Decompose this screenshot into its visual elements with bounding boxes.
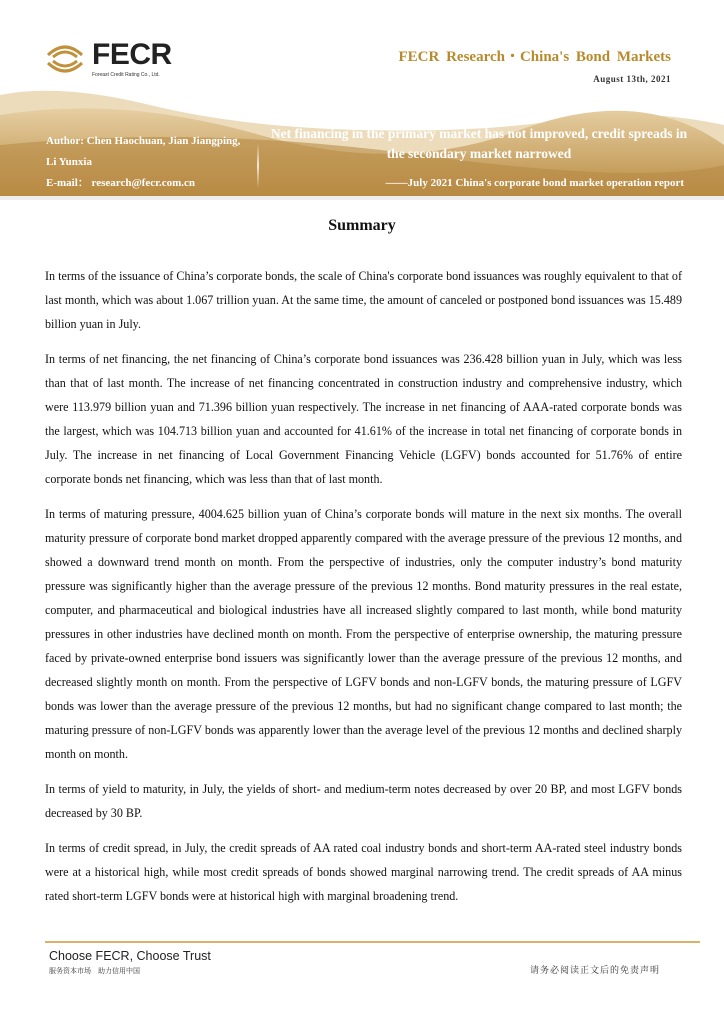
fecr-logo <box>44 38 172 79</box>
report-date: August 13th, 2021 <box>593 74 671 84</box>
author-block <box>46 131 251 194</box>
authors: Author: Chen Haochuan, Jian Jiangping, <box>46 135 241 147</box>
footer-slogan: Choose FECR, Choose Trust <box>49 949 211 963</box>
report-subtitle: ——July 2021 China's corporate bond market operation report <box>385 177 684 189</box>
summary-heading: Summary <box>328 217 396 234</box>
footer-divider <box>45 941 700 943</box>
summary-paragraph: In terms of yield to maturity, in July, the yields of short- and medium-term notes decreased by over 20 BP, and most LGFV bonds decreased by 30 BP. <box>45 782 682 820</box>
footer-slogan-cn: 服务资本市场 助力信用中国 <box>49 967 140 975</box>
logo-wordmark: FECR <box>92 38 172 71</box>
series-title: FECR Research・China's Bond Markets <box>398 49 671 65</box>
banner-bottom-band <box>0 196 724 200</box>
summary-paragraph: In terms of net financing, the net financing of China’s corporate bond issuances was 236.428 billion yuan in July, which was less than that of last month. The increase of net financing concentrated in construction industry and comprehensive industry, which were 113.979 billion yuan and 71.396 billion yuan respectively. The increase in net financing of AAA-rated corporate bonds was the largest, which was 104.713 billion yuan and accounted for 41.61% of the increase in total net financing of corporate bonds in July. The increase in net financing of Local Government Financing Vehicle (LGFV) bonds accounted for 51.76% of entire corporate bonds net financing, which was less than that of last month. <box>45 352 682 486</box>
banner-divider <box>257 143 259 188</box>
fecr-logo-icon <box>44 41 86 77</box>
authors-cont: Li Yunxia <box>46 156 92 168</box>
summary-paragraph: In terms of maturing pressure, 4004.625 billion yuan of China’s corporate bonds will mature in the next six months. The overall maturity pressure of corporate bond market dropped apparently compared with the average pressure of the previous 12 months, and showed a downward trend month on month. From the perspective of industries, only the computer industry’s bond maturity pressure was significantly higher than the average pressure of the previous 12 months. Bond maturity pressures in the real estate, computer, and pharmaceutical and biological industries have all increased slightly compared to last month, while bond maturity pressures in other industries have declined month on month. From the perspective of enterprise ownership, the maturing pressure faced by private-owned enterprise bond issuers was significantly lower than the average pressure of the previous 12 months, and decreased slightly month on month. From the perspective of LGFV bonds and non-LGFV bonds, the maturing pressure of LGFV bonds was lower than the average pressure of the previous 12 months, but had no significant change compared to last month; the maturing pressure of non-LGFV bonds was apparently lower than the average level of the previous 12 months and declined sharply month on month. <box>45 507 682 761</box>
summary-body <box>45 264 682 919</box>
email: E-mail： research@fecr.com.cn <box>46 177 196 189</box>
summary-paragraph: In terms of credit spread, in July, the credit spreads of AA rated coal industry bonds and short-term AA-rated steel industry bonds were at a historical high, while most credit spreads of bonds showed marginal narrowing trend. The credit spreads of AA minus rated short-term LGFV bonds were at historical high with marginal broadening trend. <box>45 841 682 903</box>
footer-disclaimer: 请务必阅读正文后的免责声明 <box>530 965 661 975</box>
logo-subtext: Foreast Credit Rating Co., Ltd. <box>92 72 160 78</box>
summary-paragraph: In terms of the issuance of China’s corporate bonds, the scale of China's corporate bond issuances was roughly equivalent to that of last month, which was about 1.067 trillion yuan. At the same time, the amount of canceled or postponed bond issuances was 15.489 billion yuan in July. <box>45 269 682 331</box>
report-title: Net financing in the primary market has not improved, credit spreads in the secondary market narrowed <box>270 126 688 161</box>
